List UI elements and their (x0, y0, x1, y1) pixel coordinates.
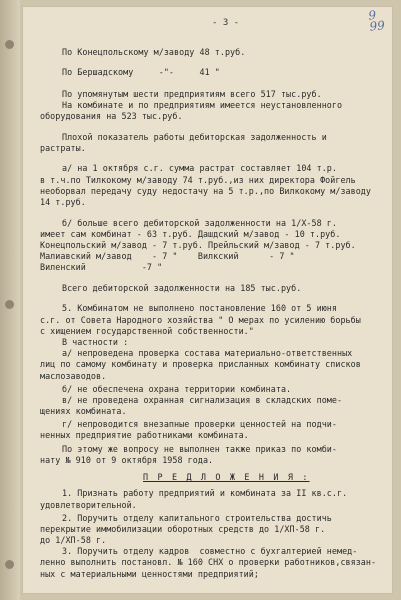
text-line: щениях комбината. (40, 406, 127, 416)
text-line: 2. Поручить отделу капитального строительства достичь (62, 513, 332, 523)
punch-hole (5, 40, 14, 49)
text-line: По Бершадскому -"- 41 " (62, 67, 220, 77)
text-line: в/ не проведена охранная сигнализация в складских поме- (62, 395, 343, 405)
text-line: маслозаводов. (40, 371, 107, 381)
document-page (22, 6, 393, 594)
punch-hole (5, 300, 14, 309)
text-line: По этому же вопросу не выполнен также приказ по комби- (62, 444, 337, 454)
text-line: а/ на 1 октября с.г. сумма растрат составляет 104 т.р. (62, 163, 337, 173)
text-line: 3. Поручить отделу кадров совместно с бухгалтерией немед- (62, 546, 358, 556)
annotation-mark: 99 (368, 18, 386, 34)
page-number: - 3 - (212, 18, 240, 28)
text-line: Виленский -7 " (40, 262, 163, 272)
text-line: Плохой показатель работы дебиторская задолженность и (62, 132, 327, 142)
text-line: оборудования на 523 тыс.руб. (40, 111, 183, 121)
text-line: б/ больше всего дебиторской задолженности на 1/Х-58 г. (62, 218, 337, 228)
text-line: 1. Признать работу предприятий и комбината за II кв.с.г. (62, 488, 348, 498)
text-line: Всего дебиторской задолженности на 185 тыс.руб. (62, 283, 302, 293)
text-line: нату № 910 от 9 октября 1958 года. (40, 455, 214, 465)
section-heading: П Р Е Д Л О Ж Е Н И Я : (143, 472, 310, 482)
text-line: На комбинате и по предприятиям имеется неустановленного (62, 100, 343, 110)
text-line: лиц по самому комбинату и проверка присланных комбинату списков (40, 359, 361, 369)
text-line: В частности : (62, 337, 129, 347)
text-line: ненных предприятие работниками комбината. (40, 430, 249, 440)
text-line: 14 т.руб. (40, 197, 86, 207)
text-line: до 1/ХП-58 г. (40, 535, 107, 545)
text-line: г/ непроводится внезапные проверки ценностей на подчи- (62, 419, 337, 429)
text-line: а/ непроведена проверка состава материально-ответственных (62, 348, 353, 358)
punch-hole (5, 560, 14, 569)
text-line: б/ не обеспечена охрана территории комбината. (62, 384, 292, 394)
text-line: растраты. (40, 143, 86, 153)
annotation-mark: 9 (367, 8, 377, 23)
text-line: с.г. от Совета Народного хозяйства " О мерах по усилению борьбы (40, 315, 361, 325)
text-line: необорвал передачу суду недостачу на 5 т.р.,по Вилкокому м/заводу (40, 186, 371, 196)
handwritten-page-annotation (368, 9, 385, 32)
text-line: Конецпольский м/завод - 7 т.руб. Прейльский м/завод - 7 т.руб. (40, 240, 356, 250)
binding-gutter (0, 0, 20, 600)
text-line: ных с материальными ценностями предприятий; (40, 569, 259, 579)
text-line: в т.ч.по Тилкокому м/заводу 74 т.руб.,из них директора Фойгель (40, 175, 356, 185)
text-line: По Конецпольскому м/заводу 48 т.руб. (62, 47, 246, 57)
text-line: ленно выполнить постановл. № 160 СНХ о проверки работников,связан- (40, 557, 377, 567)
text-line: удовлетворительной. (40, 500, 137, 510)
text-line: с хищением государственной собственности." (40, 326, 254, 336)
text-line: 5. Комбинатом не выполнено постановление 160 от 5 июня (62, 303, 337, 313)
text-line: перекрытие иммобилизации оборотных средств до 1/ХП-58 г. (40, 524, 326, 534)
text-line: По упомянутым шести предприятиям всего 517 тыс.руб. (62, 89, 322, 99)
text-line: Малиавский м/завод - 7 " Вилкский - 7 " (40, 251, 295, 261)
text-line: имеет сам комбинат - 63 т.руб. Дашдский м/завод - 10 т.руб. (40, 229, 341, 239)
